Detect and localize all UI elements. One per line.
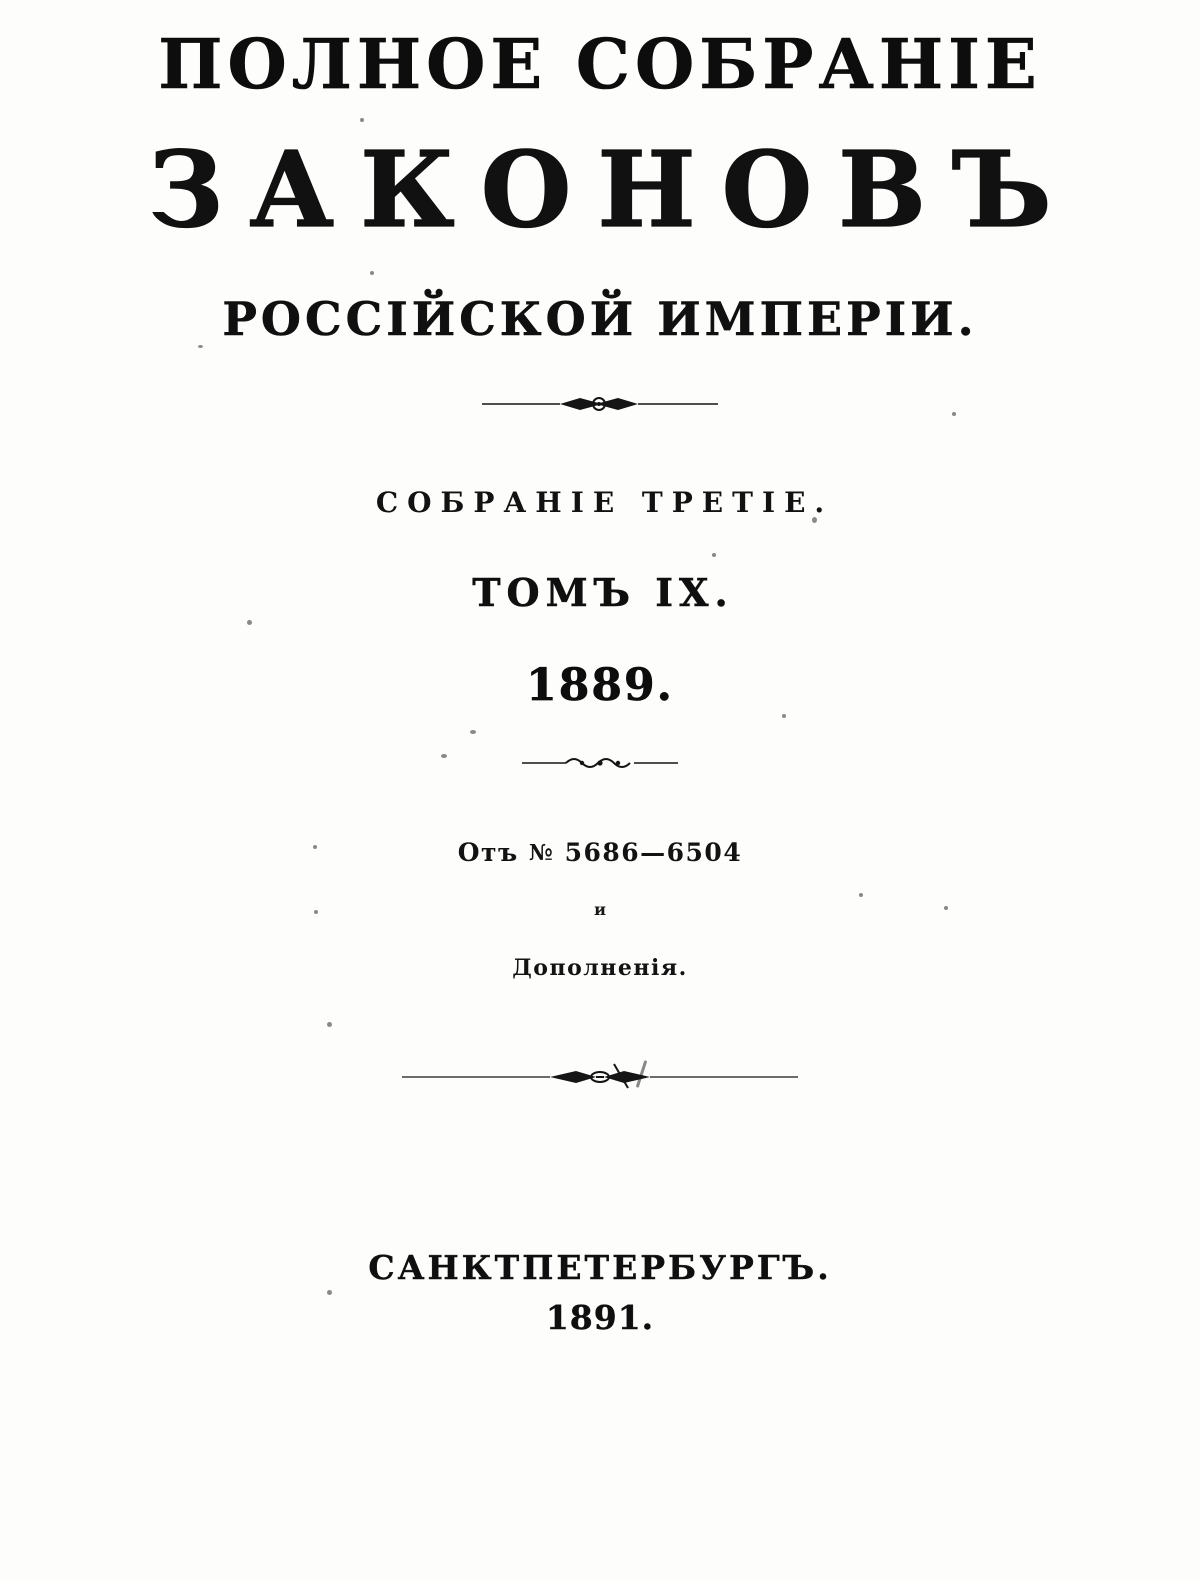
ornament-rule-scroll: [0, 752, 1200, 792]
paper-speck: [327, 1022, 332, 1027]
conjunction-label: и: [594, 900, 606, 919]
year-label: 1889.: [526, 660, 674, 711]
range-values: 5686—6504: [564, 838, 743, 867]
number-range: [0, 838, 1200, 867]
paper-speck: [782, 714, 786, 718]
paper-speck: [247, 620, 252, 625]
paper-speck: [370, 271, 374, 275]
paper-speck: [712, 553, 716, 557]
paper-speck: [859, 893, 863, 897]
paper-speck: [470, 730, 476, 734]
paper-speck: [360, 118, 364, 122]
print-year-label: 1891.: [545, 1298, 655, 1337]
city-label: САНКТПЕТЕРБУРГЪ.: [368, 1248, 832, 1287]
ornament-rule-long: [0, 1062, 1200, 1106]
main-title-line-3: РОССІЙСКОЙ ИМПЕРІИ.: [222, 292, 978, 346]
number-sign-icon: №: [528, 840, 555, 866]
ornament-rule-diamond: [0, 392, 1200, 432]
main-title-line-1: ПОЛНОЕ СОБРАНІЕ: [158, 25, 1042, 105]
collection-label: СОБРАНІЕ ТРЕТІЕ.: [375, 486, 834, 519]
paper-speck: [327, 1290, 332, 1295]
volume-label: ТОМЪ IX.: [472, 570, 734, 615]
range-prefix: Отъ: [457, 838, 519, 867]
supplement-label: Дополненія.: [512, 955, 688, 981]
main-title-line-2: ЗАКОНОВЪ: [148, 128, 1078, 251]
